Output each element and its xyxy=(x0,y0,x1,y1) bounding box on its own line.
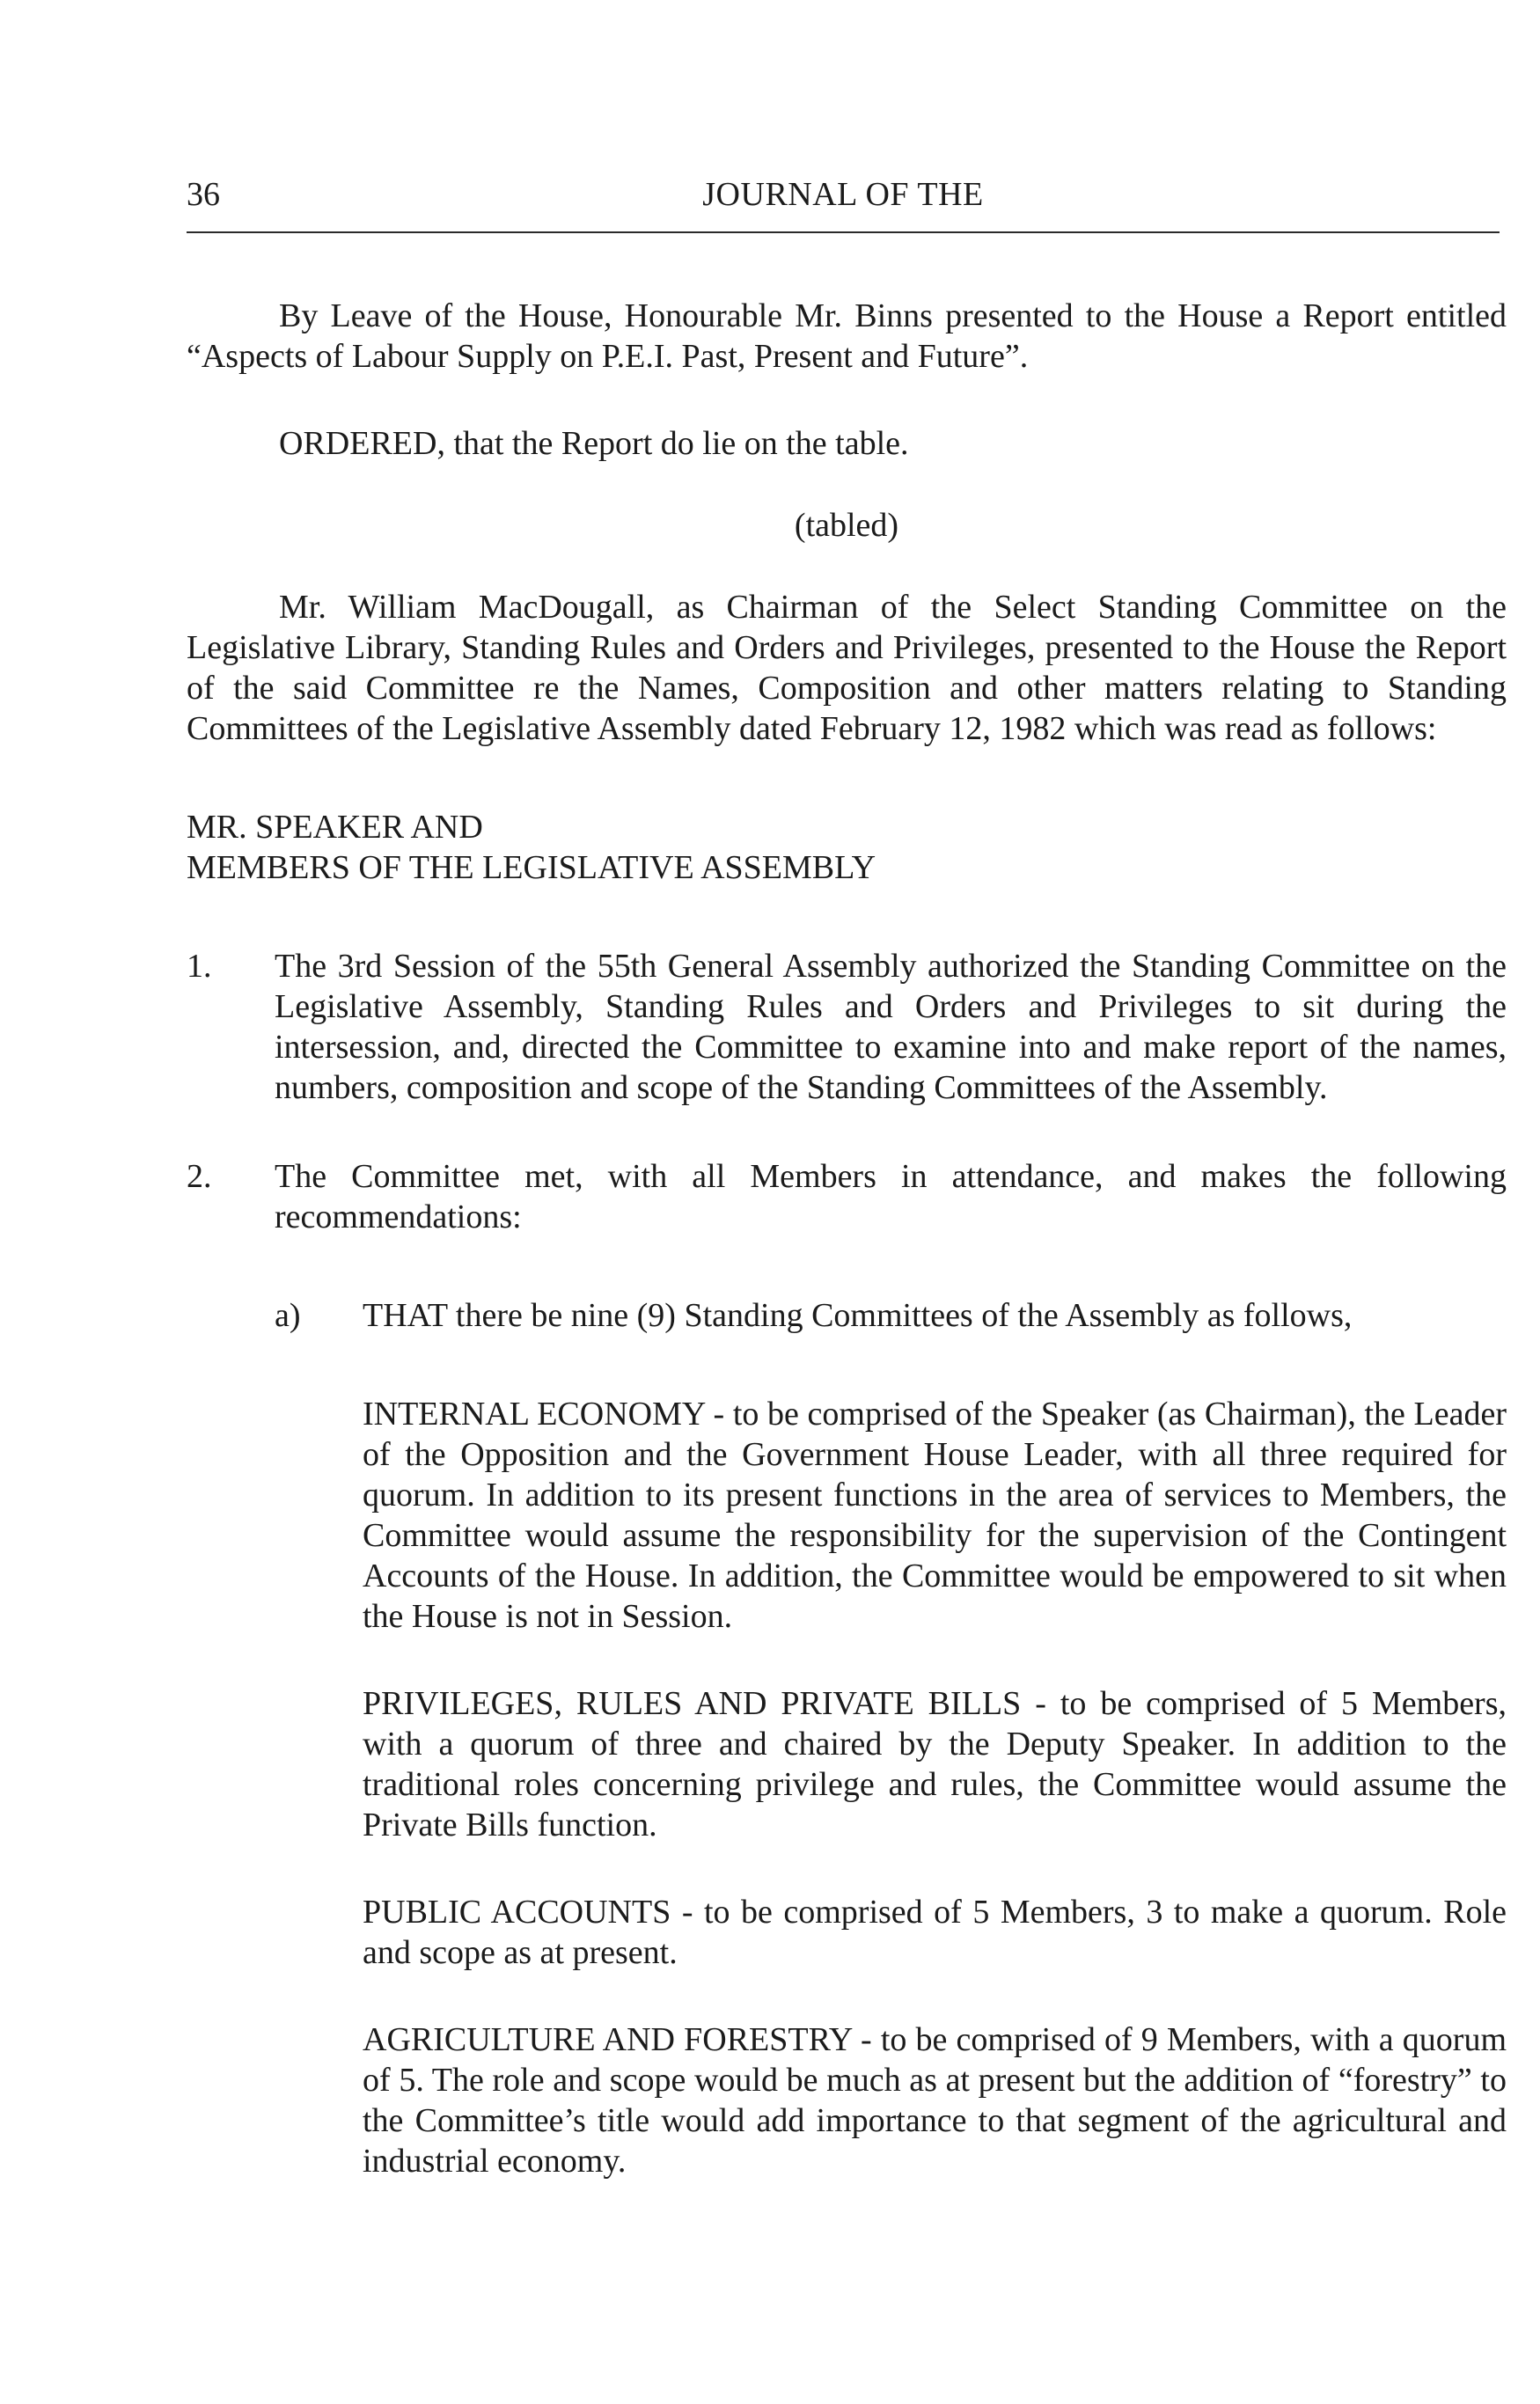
salutation-line-2: MEMBERS OF THE LEGISLATIVE ASSEMBLY xyxy=(187,849,876,886)
list-marker: 2. xyxy=(187,1158,212,1195)
header-rule xyxy=(187,231,1500,233)
ordered-paragraph: ORDERED, that the Report do lie on the table. xyxy=(279,425,909,462)
salutation-line-1: MR. SPEAKER AND xyxy=(187,809,483,846)
recommendation-list xyxy=(187,946,1507,2181)
list-item xyxy=(187,1156,1507,2181)
tabled-note: (tabled) xyxy=(794,507,899,544)
list-marker: 1. xyxy=(187,948,212,985)
committee-public-accounts: PUBLIC ACCOUNTS - to be comprised of 5 Members, 3 to make a quorum. Role and scope as at present. xyxy=(363,1894,1507,1971)
sub-list-item-text: THAT there be nine (9) Standing Committees of the Assembly as follows, xyxy=(363,1297,1353,1334)
running-head: JOURNAL OF THE xyxy=(702,176,984,213)
committee-agriculture-forestry: AGRICULTURE AND FORESTRY - to be comprised of 9 Members, with a quorum of 5. The role and scope would be much as at present but the addition of “forestry” to the Committee’s title would add importance to that segment of the agricultural and industrial economy. xyxy=(363,2021,1507,2180)
committee-report-paragraph: Mr. William MacDougall, as Chairman of the Select Standing Committee on the Legislative Library, Standing Rules and Orders and Privileges, presented to the House the Report of the said Committee re the Names, Composition and other matters relating to Standing Committees of the Legislative Assembly dated February 12, 1982 which was read as follows: xyxy=(187,589,1507,747)
sub-list xyxy=(275,1295,1507,2181)
page-number: 36 xyxy=(187,176,220,213)
list-item-text: The Committee met, with all Members in attendance, and makes the following recommendations: xyxy=(275,1158,1507,1235)
committee-privileges-rules: PRIVILEGES, RULES AND PRIVATE BILLS - to be comprised of 5 Members, with a quorum of three and chaired by the Deputy Speaker. In addition to the traditional roles concerning privilege and rules, the Committee would assume the Private Bills function. xyxy=(363,1685,1507,1843)
page-header xyxy=(187,172,1500,216)
salutation xyxy=(187,807,1507,888)
report-presented-paragraph: By Leave of the House, Honourable Mr. Binns presented to the House a Report entitled “Aspects of Labour Supply on P.E.I. Past, Present and Future”. xyxy=(187,297,1507,375)
list-item-text: The 3rd Session of the 55th General Assembly authorized the Standing Committee on the Legislative Assembly, Standing Rules and Orders and Privileges to sit during the intersession, and, directed the Committee to examine into and make report of the names, numbers, composition and scope of the Standing Committees of the Assembly. xyxy=(275,948,1507,1106)
sub-list-item xyxy=(275,1295,1507,2181)
page-body xyxy=(187,296,1507,2181)
list-item xyxy=(187,946,1507,1108)
committee-internal-economy: INTERNAL ECONOMY - to be comprised of the Speaker (as Chairman), the Leader of the Opposition and the Government House Leader, with all three required for quorum. In addition to its present functions in the area of services to Members, the Committee would assume the responsibility for the supervision of the Contingent Accounts of the House. In addition, the Committee would be empowered to sit when the House is not in Session. xyxy=(363,1396,1507,1635)
sub-list-marker: a) xyxy=(275,1297,301,1334)
